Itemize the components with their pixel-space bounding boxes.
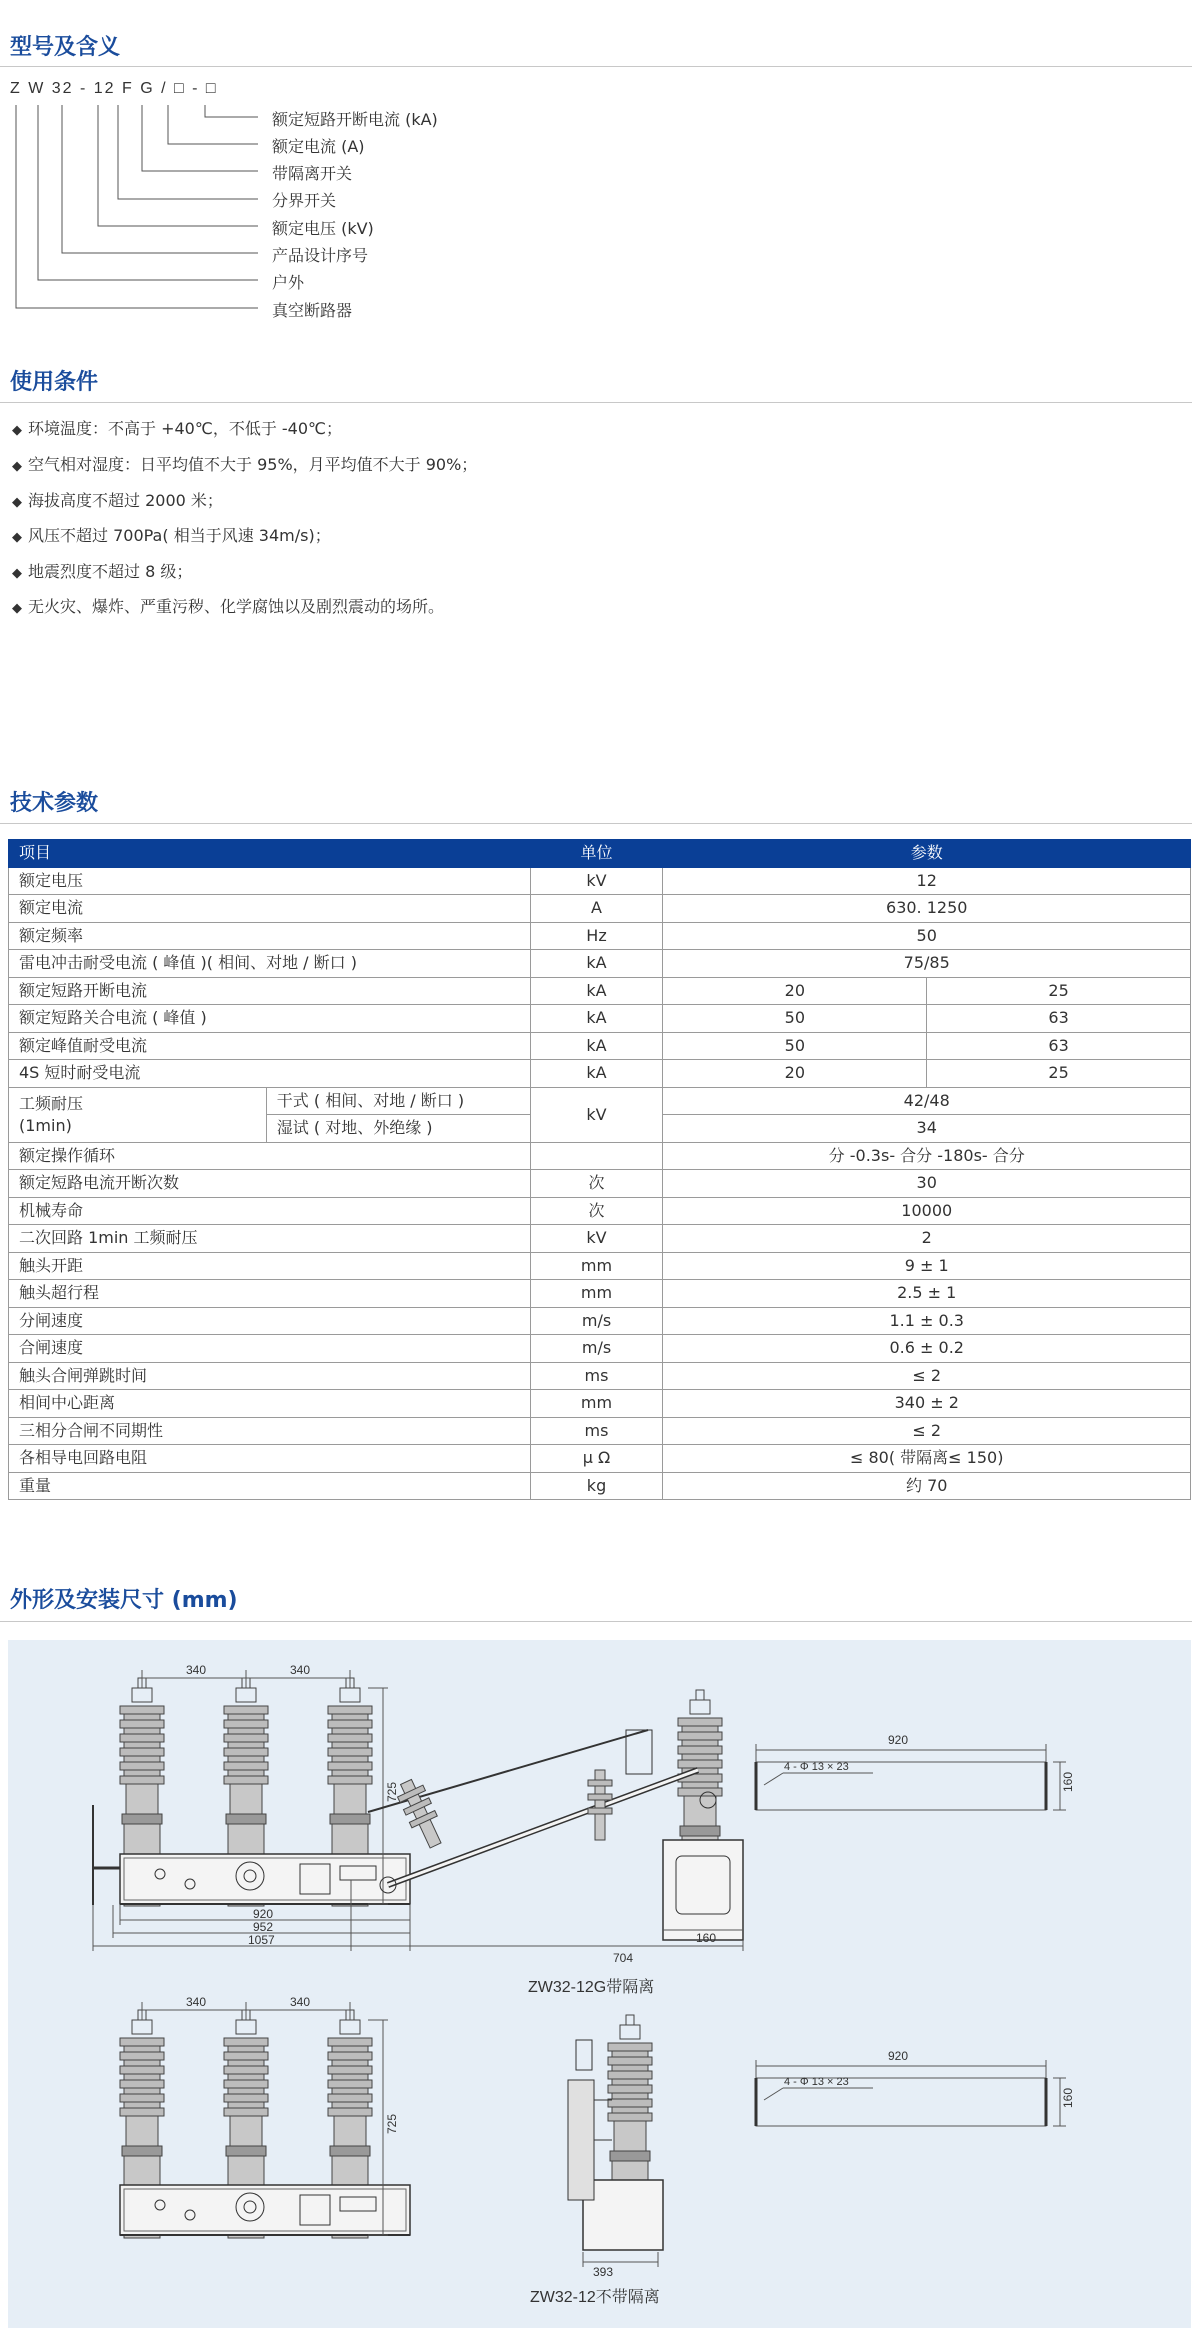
section-divider xyxy=(0,66,1192,67)
svg-text:920: 920 xyxy=(888,2049,909,2063)
table-row: 额定峰值耐受电流 kA 50 63 xyxy=(9,1032,1191,1060)
svg-text:340: 340 xyxy=(186,1995,207,2009)
diamond-bullet-icon: ◆ xyxy=(12,601,22,616)
table-row: 额定短路开断电流 kA 20 25 xyxy=(9,977,1191,1005)
svg-text:160: 160 xyxy=(696,1931,717,1945)
diamond-bullet-icon: ◆ xyxy=(12,459,22,474)
table-row: 机械寿命 次 10000 xyxy=(9,1197,1191,1225)
table-row: 额定电流 A 630. 1250 xyxy=(9,895,1191,923)
svg-text:340: 340 xyxy=(186,1663,207,1677)
table-row: 额定短路电流开断次数 次 30 xyxy=(9,1170,1191,1198)
svg-text:725: 725 xyxy=(385,1781,399,1802)
model-label-vacuum-breaker: 真空断路器 xyxy=(272,301,353,320)
svg-text:920: 920 xyxy=(888,1733,909,1747)
table-row: 额定短路关合电流 ( 峰值 ) kA 50 63 xyxy=(9,1005,1191,1033)
diamond-bullet-icon: ◆ xyxy=(12,566,22,581)
table-row: 雷电冲击耐受电流 ( 峰值 )( 相间、对地 / 断口 ) kA 75/85 xyxy=(9,950,1191,978)
dimension-drawing-panel xyxy=(8,1640,1191,2328)
model-label-design-number: 产品设计序号 xyxy=(272,246,369,265)
svg-text:952: 952 xyxy=(253,1920,274,1934)
diamond-bullet-icon: ◆ xyxy=(12,423,22,438)
svg-text:704: 704 xyxy=(613,1951,634,1965)
model-label-boundary-switch: 分界开关 xyxy=(272,191,337,210)
table-row: 触头开距 mm 9 ± 1 xyxy=(9,1252,1191,1280)
svg-text:4 - Φ 13 × 23: 4 - Φ 13 × 23 xyxy=(784,1761,849,1773)
condition-item: ◆ 海拔高度不超过 2000 米； xyxy=(12,491,223,510)
header-value: 参数 xyxy=(663,840,1191,868)
table-row: 三相分合闸不同期性 ms ≤ 2 xyxy=(9,1417,1191,1445)
freq-item: 工频耐压 (1min) xyxy=(9,1087,267,1142)
mounting-plan-with-isolator xyxy=(756,1733,1075,1810)
table-row: 触头超行程 mm 2.5 ± 1 xyxy=(9,1280,1191,1308)
section-divider xyxy=(0,1621,1192,1622)
section-title-model: 型号及含义 xyxy=(10,35,121,60)
header-unit: 单位 xyxy=(530,840,663,868)
svg-text:340: 340 xyxy=(290,1663,311,1677)
diamond-bullet-icon: ◆ xyxy=(12,530,22,545)
model-code: Z W 32 - 12 F G / □ - □ xyxy=(10,80,218,97)
svg-text:1057: 1057 xyxy=(248,1933,275,1947)
table-row: 额定频率 Hz 50 xyxy=(9,922,1191,950)
section-divider xyxy=(0,823,1192,824)
condition-item: ◆ 环境温度：不高于 +40℃，不低于 -40℃； xyxy=(12,419,343,438)
condition-item: ◆ 无火灾、爆炸、严重污秽、化学腐蚀以及剧烈震动的场所。 xyxy=(12,597,445,616)
model-code-leader-lines xyxy=(0,95,270,325)
model-label-rated-voltage: 额定电压 (kV) xyxy=(272,219,374,238)
model-label-rated-current: 额定电流 (A) xyxy=(272,137,365,156)
diamond-bullet-icon: ◆ xyxy=(12,495,22,510)
svg-text:4 - Φ 13 × 23: 4 - Φ 13 × 23 xyxy=(784,2076,849,2088)
svg-text:160: 160 xyxy=(1061,2087,1075,2108)
condition-item: ◆ 风压不超过 700Pa( 相当于风速 34m/s)； xyxy=(12,526,331,545)
caption-with-isolator: ZW32-12G带隔离 xyxy=(528,1979,655,1996)
table-row: 合闸速度 m/s 0.6 ± 0.2 xyxy=(9,1335,1191,1363)
dimension-drawings xyxy=(8,1640,1191,2328)
model-label-isolating-switch: 带隔离开关 xyxy=(272,164,353,183)
section-title-dimensions: 外形及安装尺寸 (mm) xyxy=(10,1588,238,1613)
model-label-outdoor: 户外 xyxy=(272,273,305,292)
table-row: 相间中心距离 mm 340 ± 2 xyxy=(9,1390,1191,1418)
table-header-row xyxy=(9,840,1191,868)
mounting-plan-without-isolator xyxy=(756,2049,1075,2126)
svg-text:920: 920 xyxy=(253,1907,274,1921)
section-divider xyxy=(0,402,1192,403)
front-view-with-isolator xyxy=(93,1663,410,1951)
table-row: 分闸速度 m/s 1.1 ± 0.3 xyxy=(9,1307,1191,1335)
model-label-breaking-current: 额定短路开断电流 (kA) xyxy=(272,110,438,129)
table-row: 工频耐压 (1min) 干式 ( 相间、对地 / 断口 ) kV 42/48 xyxy=(9,1087,1191,1115)
table-row: 二次回路 1min 工频耐压 kV 2 xyxy=(9,1225,1191,1253)
section-title-conditions: 使用条件 xyxy=(10,370,99,395)
caption-without-isolator: ZW32-12不带隔离 xyxy=(530,2289,660,2306)
table-row: 额定电压 kV 12 xyxy=(9,867,1191,895)
condition-item: ◆ 地震烈度不超过 8 级； xyxy=(12,562,193,581)
svg-text:160: 160 xyxy=(1061,1771,1075,1792)
condition-item: ◆ 空气相对湿度：日平均值不大于 95%，月平均值不大于 90%； xyxy=(12,455,478,474)
section-title-params: 技术参数 xyxy=(10,791,99,816)
front-view-without-isolator xyxy=(120,1995,410,2238)
table-row: 4S 短时耐受电流 kA 20 25 xyxy=(9,1060,1191,1088)
table-row: 各相导电回路电阻 μ Ω ≤ 80( 带隔离≤ 150) xyxy=(9,1445,1191,1473)
svg-text:725: 725 xyxy=(385,2113,399,2134)
table-row: 湿试 ( 对地、外绝缘 ) 34 xyxy=(9,1115,1191,1143)
params-table xyxy=(8,839,1191,1500)
side-view-without-isolator xyxy=(568,2015,663,2279)
svg-text:340: 340 xyxy=(290,1995,311,2009)
svg-text:393: 393 xyxy=(593,2265,614,2279)
table-row: 额定操作循环 分 -0.3s- 合分 -180s- 合分 xyxy=(9,1142,1191,1170)
table-row: 重量 kg 约 70 xyxy=(9,1472,1191,1500)
table-row: 触头合闸弹跳时间 ms ≤ 2 xyxy=(9,1362,1191,1390)
header-item: 项目 xyxy=(9,840,531,868)
